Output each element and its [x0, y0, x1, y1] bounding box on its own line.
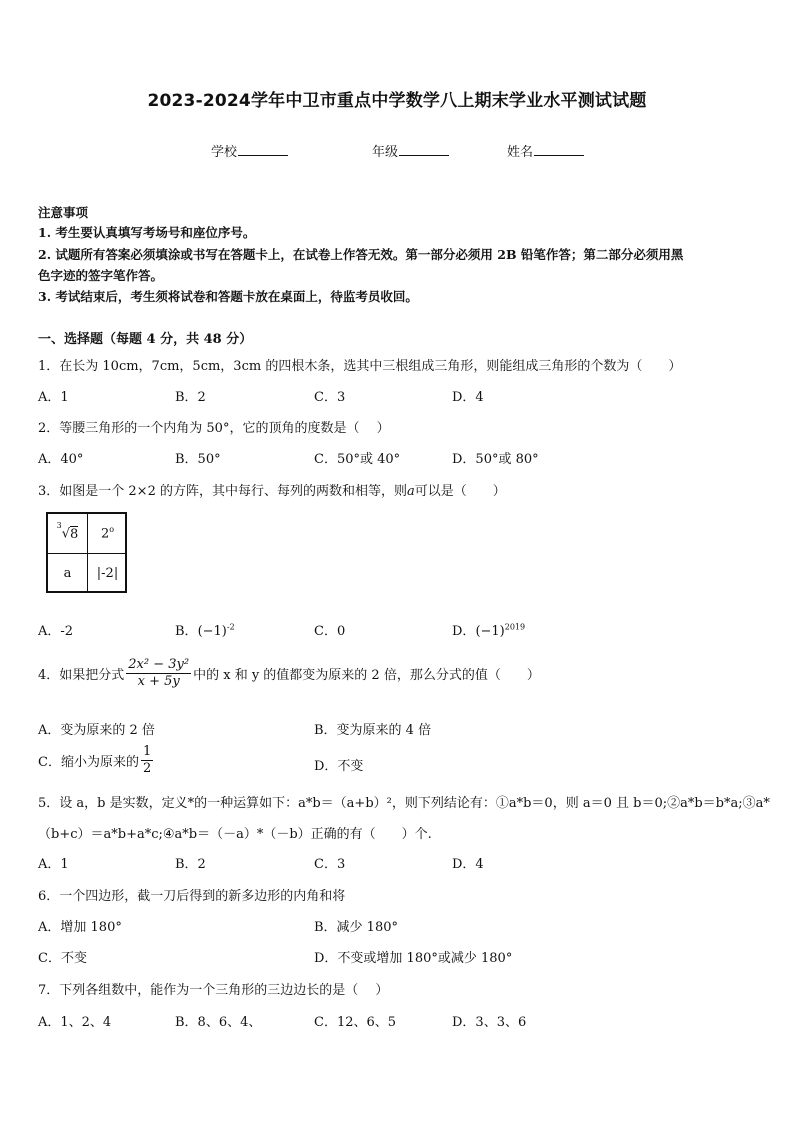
q2-option-d: D．50°或 80°	[452, 452, 539, 467]
q2-option-b: B．50°	[175, 452, 221, 467]
q3-option-b-prefix: B．	[175, 624, 198, 639]
notice-item-2: 2. 试题所有答案必须填涂或书写在答题卡上，在试卷上作答无效。第一部分必须用 2B 铅笔作答；第二部分必须用黑	[38, 247, 684, 262]
q3-option-d-exp: 2019	[504, 622, 526, 632]
q4-stem	[38, 657, 540, 690]
q2-option-a: A．40°	[38, 452, 84, 467]
name-field	[507, 141, 584, 160]
q3-option-d	[452, 620, 525, 639]
q4-option-c-text: C．缩小为原来的	[38, 755, 139, 770]
grade-label: 年级	[372, 145, 399, 160]
q7-option-c: C．12、6、5	[314, 1015, 397, 1030]
radicand: 8	[70, 526, 79, 542]
q4-fraction	[126, 657, 191, 690]
q6-option-c: C．不变	[38, 951, 87, 966]
cell-abs-text: |-2|	[96, 566, 119, 581]
q7-stem: 7．下列各组数中，能作为一个三角形的三边边长的是（ ）	[38, 983, 389, 998]
q6-stem: 6．一个四边形，截一刀后得到的新多边形的内角和将	[38, 889, 346, 904]
section-heading: 一、选择题（每题 4 分，共 48 分）	[38, 332, 253, 347]
q5-option-a: A．1	[38, 857, 69, 872]
power-base: 2	[100, 526, 110, 542]
school-label: 学校	[211, 145, 238, 160]
q1-option-d: D．4	[452, 390, 484, 405]
q3-option-d-base: (−1)	[475, 624, 505, 639]
name-label: 姓名	[507, 145, 534, 160]
cube-root-index: 3	[56, 521, 62, 531]
power-exp: o	[109, 525, 115, 535]
radical-sign: √	[61, 526, 71, 542]
q1-option-c: C．3	[314, 390, 346, 405]
q4-option-d: D．不变	[314, 759, 364, 774]
q4-fraction-den: x + 5y	[137, 674, 180, 689]
q5-option-c: C．3	[314, 857, 346, 872]
q4-stem-post: 中的 x 和 y 的值都变为原来的 2 倍，那么分式的值（ ）	[193, 668, 540, 683]
q3-option-c: C．0	[314, 624, 346, 639]
grid-cell-power	[88, 514, 127, 553]
q3-option-d-prefix: D．	[452, 624, 476, 639]
grid-cell-abs	[88, 554, 127, 593]
q1-option-a: A．1	[38, 390, 69, 405]
q3-option-b	[175, 620, 235, 639]
q5-option-d: D．4	[452, 857, 484, 872]
q1-stem: 1．在长为 10cm，7cm，5cm，3cm 的四根木条，选其中三根组成三角形，则能组成三角形的个数为（ ）	[38, 359, 682, 374]
q5-stem-line1: 5．设 a，b 是实数，定义*的一种运算如下：a*b＝（a+b）²，则下列结论有：①a*b＝0，则 a＝0 且 b＝0;②a*b＝b*a;③a*	[38, 796, 770, 811]
q4-option-b: B．变为原来的 4 倍	[314, 723, 432, 738]
q6-option-a: A．增加 180°	[38, 920, 122, 935]
q3-stem	[38, 480, 506, 499]
q3-option-b-base: (−1)	[197, 624, 227, 639]
q6-option-b: B．减少 180°	[314, 920, 398, 935]
q4-option-c-fraction	[141, 744, 153, 777]
q5-stem-line2: （b+c）＝a*b+a*c;④a*b＝（－a）*（－b）正确的有（ ）个.	[38, 827, 432, 842]
grade-blank	[399, 143, 449, 156]
q2-option-c: C．50°或 40°	[314, 452, 401, 467]
q4-option-a: A．变为原来的 2 倍	[38, 723, 155, 738]
q3-option-b-exp: -2	[226, 622, 235, 632]
grid-cell-a	[48, 554, 87, 593]
q4-option-c	[38, 744, 153, 777]
q1-option-b: B．2	[175, 390, 206, 405]
q4-option-c-den: 2	[142, 761, 152, 776]
q3-stem-pre: 3．如图是一个 2×2 的方阵，其中每行、每列的两数和相等，则	[38, 484, 407, 499]
q6-option-d: D．不变或增加 180°或减少 180°	[314, 951, 513, 966]
q7-option-d: D．3、3、6	[452, 1015, 527, 1030]
school-field	[211, 141, 288, 160]
name-blank	[534, 143, 584, 156]
q2-stem: 2．等腰三角形的一个内角为 50°，它的顶角的度数是（ ）	[38, 421, 390, 436]
q4-option-c-num: 1	[142, 744, 152, 759]
q3-square-grid	[46, 512, 127, 593]
page-title: 2023-2024学年中卫市重点中学数学八上期末学业水平测试试题	[147, 91, 647, 111]
notice-heading: 注意事项	[38, 205, 89, 220]
school-blank	[238, 143, 288, 156]
grid-cell-cube-root	[48, 514, 87, 553]
grade-field	[372, 141, 449, 160]
q4-stem-pre: 4．如果把分式	[38, 668, 125, 683]
q7-option-b: B．8、6、4、	[175, 1015, 262, 1030]
notice-item-1: 1. 考生要认真填写考场号和座位序号。	[38, 225, 256, 240]
notice-item-3: 3. 考试结束后，考生须将试卷和答题卡放在桌面上，待监考员收回。	[38, 289, 418, 304]
q3-stem-post: 可以是（ ）	[414, 484, 506, 499]
q5-option-b: B．2	[175, 857, 206, 872]
q4-fraction-num: 2x² − 3y²	[128, 657, 190, 672]
q3-var-a: a	[406, 484, 415, 499]
q3-option-a: A．-2	[38, 624, 74, 639]
q7-option-a: A．1、2、4	[38, 1015, 112, 1030]
notice-item-2-cont: 色字迹的签字笔作答。	[38, 268, 164, 283]
cell-a-text: a	[63, 566, 72, 581]
